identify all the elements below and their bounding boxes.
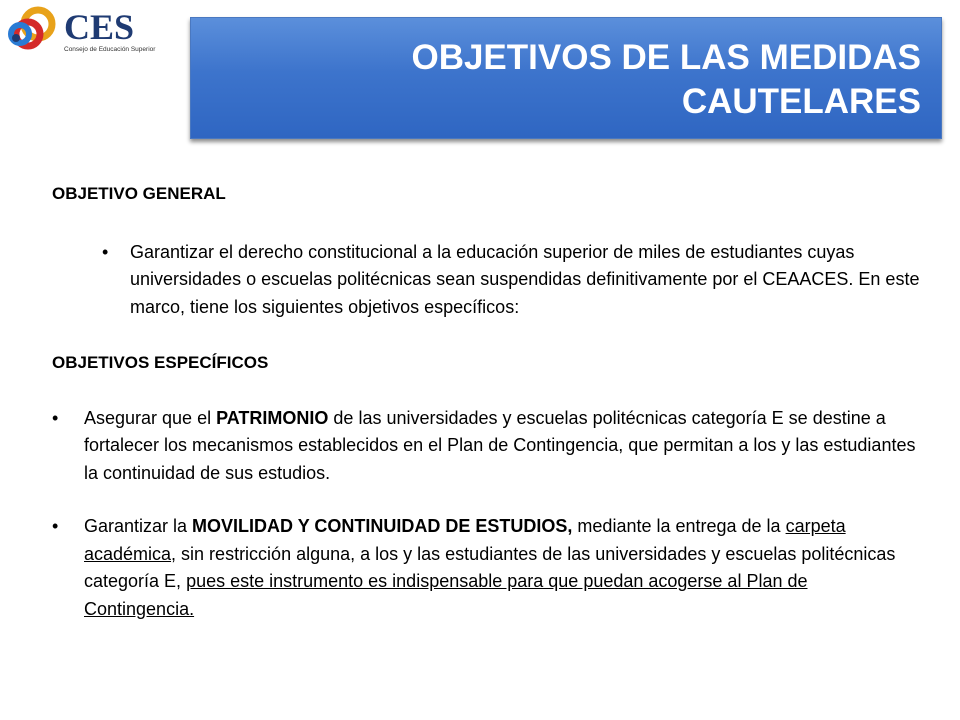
specific-bullet-patrimonio bbox=[52, 405, 922, 488]
general-bullet-text: Garantizar el derecho constitucional a la educación superior de miles de estudiantes cuyas universidades o escuelas politécnicas sean suspendidas definitivamente por el CEAACES. En este marco, tiene los siguientes objetivos específicos: bbox=[130, 241, 920, 317]
bullet-text-pre: Garantizar la bbox=[84, 516, 193, 536]
bullet-text-mid: mediante la entrega de la bbox=[572, 516, 786, 536]
specific-bullet-movilidad bbox=[52, 513, 922, 623]
bullet-text-mid2: , sin restricción alguna, a los y las estudiantes de las universidades y escuelas politécnicas categoría E, bbox=[84, 543, 896, 591]
ces-logo-icon bbox=[6, 4, 62, 56]
slide-title bbox=[411, 36, 921, 124]
bullet-text-post: de las universidades y escuelas politécnicas categoría E se destine a fortalecer los mecanismos establecidos en el Plan de Contingencia, que permitan a los y las estudiantes la continuidad de sus estudios. bbox=[84, 407, 916, 483]
instrumento-text: pues este instrumento es indispensable para que puedan acogerse al Plan de Contingencia. bbox=[84, 571, 808, 619]
general-heading: OBJETIVO GENERAL bbox=[52, 184, 226, 203]
general-bullet bbox=[52, 239, 922, 322]
bullet-icon: • bbox=[52, 407, 59, 428]
title-line-1: OBJETIVOS DE LAS MEDIDAS bbox=[411, 38, 921, 77]
ces-logo bbox=[6, 4, 156, 60]
slide-body bbox=[52, 180, 922, 623]
specific-heading: OBJETIVOS ESPECÍFICOS bbox=[52, 353, 269, 372]
logo-name: CES bbox=[64, 7, 135, 47]
logo-subtitle: Consejo de Educación Superior bbox=[64, 46, 156, 53]
bullet-icon: • bbox=[52, 516, 59, 536]
title-line-2: CAUTELARES bbox=[681, 82, 921, 121]
bullet-text-bold: PATRIMONIO bbox=[216, 407, 329, 428]
carpeta-academica-text: carpeta académica bbox=[84, 516, 846, 564]
bullet-text-bold: MOVILIDAD Y CONTINUIDAD DE ESTUDIOS, bbox=[192, 516, 573, 536]
bullet-text-pre: Asegurar que el bbox=[84, 407, 217, 428]
title-banner bbox=[190, 17, 942, 139]
bullet-icon: • bbox=[102, 241, 109, 262]
